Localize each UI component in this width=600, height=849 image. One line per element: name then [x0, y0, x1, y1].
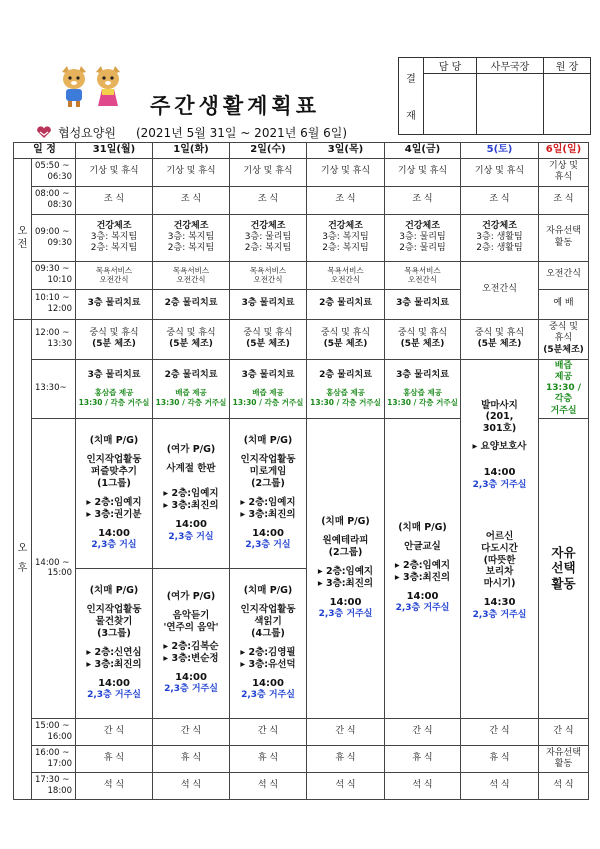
col-schedule: 일 정: [14, 143, 76, 159]
tue-exercise: 건강체조 3층: 복지팀 2층: 복지팀: [153, 214, 230, 261]
col-fri: 4일(금): [385, 143, 461, 159]
thu-rest: 휴 식: [307, 745, 385, 772]
wed-program-1: (치매 P/G) 인지작업활동 미로게임 (2그룹) ▸ 2층:임예지 ▸ 3층:최진의 14:00 2,3층 거실: [230, 418, 307, 568]
col-wed: 2일(수): [230, 143, 307, 159]
tue-afternoon-pt: 2층 물리치료 배즙 제공 13:30 / 각층 거주실: [153, 359, 230, 418]
sun-free: 자유선택 활동: [539, 214, 589, 261]
sun-dinner: 석 식: [539, 772, 589, 799]
approval-sign-2: [477, 74, 544, 135]
row-breakfast: [14, 186, 589, 214]
thu-dinner: 석 식: [307, 772, 385, 799]
subheader: [36, 124, 347, 141]
tue-snack: 간 식: [153, 718, 230, 745]
mon-lunch: 중식 및 휴식 (5분 체조): [76, 319, 153, 359]
fri-wake: 기상 및 휴식: [385, 158, 461, 186]
fri-program: (치매 P/G) 안글교실 ▸ 2층:임예지 ▸ 3층:최진의 14:00 2,3층 거주실: [385, 418, 461, 718]
thu-exercise: 건강체조 3층: 복지팀 2층: 복지팀: [307, 214, 385, 261]
col-mon: 31일(월): [76, 143, 153, 159]
section-pm: 오 후: [14, 319, 32, 799]
col-thu: 3일(목): [307, 143, 385, 159]
thu-program: (치매 P/G) 원예테라피 (2그룹) ▸ 2층:임예지 ▸ 3층:최진의 14:00 2,3층 거주실: [307, 418, 385, 718]
fri-snack: 간 식: [385, 718, 461, 745]
fri-rest: 휴 식: [385, 745, 461, 772]
mon-bath: 목욕서비스 오전간식: [76, 261, 153, 289]
wed-dinner: 석 식: [230, 772, 307, 799]
mon-pt: 3층 물리치료: [76, 289, 153, 319]
section-am: 오 전: [14, 158, 32, 319]
approval-role-1: 담 당: [424, 58, 477, 74]
time-wake: 05:50 ~ 06:30: [32, 158, 76, 186]
wed-wake: 기상 및 휴식: [230, 158, 307, 186]
thu-lunch: 중식 및 휴식 (5분 체조): [307, 319, 385, 359]
fri-breakfast: 조 식: [385, 186, 461, 214]
wed-rest: 휴 식: [230, 745, 307, 772]
approval-label: 결 재: [399, 58, 424, 135]
mon-dinner: 석 식: [76, 772, 153, 799]
sun-lunch: 중식 및 휴식 (5분체조): [539, 319, 589, 359]
mon-breakfast: 조 식: [76, 186, 153, 214]
sun-wake: 기상 및 휴식: [539, 158, 589, 186]
sat-program: 발마사지 (201, 301호) ▸ 요양보호사 14:00 2,3층 거주실 어르신 다도시간 (따뜻한 보리차 마시기) 14:30 2,3층 거주실: [461, 359, 539, 718]
heart-icon: [36, 126, 52, 139]
sat-am-snack: 오전간식: [461, 261, 539, 319]
row-wake: [14, 158, 589, 186]
sun-breakfast: 조 식: [539, 186, 589, 214]
header-row: [14, 143, 589, 159]
thu-snack: 간 식: [307, 718, 385, 745]
time-snack: 15:00 ~ 16:00: [32, 718, 76, 745]
col-sun: 6일(일): [539, 143, 589, 159]
mon-program-1: (치매 P/G) 인지작업활동 퍼즐맞추기 (1그룹) ▸ 2층:임예지 ▸ 3층:권기분 14:00 2,3층 거실: [76, 418, 153, 568]
sat-wake: 기상 및 휴식: [461, 158, 539, 186]
approval-box: [398, 57, 591, 135]
thu-pt: 2층 물리치료: [307, 289, 385, 319]
approval-sign-1: [424, 74, 477, 135]
facility-name: 협성요양원: [58, 126, 116, 140]
wed-breakfast: 조 식: [230, 186, 307, 214]
sun-drink: 배즙 제공 13:30 / 각층 거주실: [539, 359, 589, 418]
wed-afternoon-pt: 3층 물리치료 배즙 제공 13:30 / 각층 거주실: [230, 359, 307, 418]
tue-rest: 휴 식: [153, 745, 230, 772]
tue-bath: 목욕서비스 오전간식: [153, 261, 230, 289]
tue-program-2: (여가 P/G) 음악듣기 '연주의 음악' ▸ 2층:김복순 ▸ 3층:변순정 14:00 2,3층 거주실: [153, 568, 230, 718]
time-dinner: 17:30 ~ 18:00: [32, 772, 76, 799]
thu-afternoon-pt: 2층 물리치료 홍삼즙 제공 13:30 / 각층 거주실: [307, 359, 385, 418]
wed-lunch: 중식 및 휴식 (5분 체조): [230, 319, 307, 359]
fri-lunch: 중식 및 휴식 (5분 체조): [385, 319, 461, 359]
mon-snack: 간 식: [76, 718, 153, 745]
page-title: 주간생활계획표: [150, 94, 321, 118]
sun-program: 자유 선택 활동: [539, 418, 589, 718]
mon-afternoon-pt: 3층 물리치료 홍삼즙 제공 13:30 / 각층 거주실: [76, 359, 153, 418]
fri-bath: 목욕서비스 오전간식: [385, 261, 461, 289]
fri-afternoon-pt: 3층 물리치료 홍삼즙 제공 13:30 / 각층 거주실: [385, 359, 461, 418]
sat-exercise: 건강체조 3층: 생활팀 2층: 생활팀: [461, 214, 539, 261]
thu-breakfast: 조 식: [307, 186, 385, 214]
row-snack: [14, 718, 589, 745]
row-dinner: [14, 772, 589, 799]
fri-exercise: 건강체조 3층: 물리팀 2층: 물리팀: [385, 214, 461, 261]
time-exercise: 09:00 ~ 09:30: [32, 214, 76, 261]
mon-wake: 기상 및 휴식: [76, 158, 153, 186]
sun-worship: 예 배: [539, 289, 589, 319]
wed-bath: 목욕서비스 오전간식: [230, 261, 307, 289]
row-rest: [14, 745, 589, 772]
mascot-right-icon: [92, 66, 124, 108]
row-lunch: [14, 319, 589, 359]
fri-dinner: 석 식: [385, 772, 461, 799]
time-afternoon-pt: 13:30~: [32, 359, 76, 418]
time-pt: 10:10 ~ 12:00: [32, 289, 76, 319]
row-afternoon-pt: [14, 359, 589, 418]
tue-lunch: 중식 및 휴식 (5분 체조): [153, 319, 230, 359]
sat-snack: 간 식: [461, 718, 539, 745]
time-breakfast: 08:00 ~ 08:30: [32, 186, 76, 214]
tue-dinner: 석 식: [153, 772, 230, 799]
mon-rest: 휴 식: [76, 745, 153, 772]
tue-wake: 기상 및 휴식: [153, 158, 230, 186]
fri-pt: 3층 물리치료: [385, 289, 461, 319]
wed-exercise: 건강체조 3층: 물리팀 2층: 복지팀: [230, 214, 307, 261]
time-rest: 16:00 ~ 17:00: [32, 745, 76, 772]
row-exercise: [14, 214, 589, 261]
approval-role-2: 사무국장: [477, 58, 544, 74]
sat-dinner: 석 식: [461, 772, 539, 799]
sat-breakfast: 조 식: [461, 186, 539, 214]
col-tue: 1일(화): [153, 143, 230, 159]
col-sat: 5(토): [461, 143, 539, 159]
sat-rest: 휴 식: [461, 745, 539, 772]
approval-role-3: 원 장: [544, 58, 591, 74]
sun-am-snack: 오전간식: [539, 261, 589, 289]
time-lunch: 12:00 ~ 13:30: [32, 319, 76, 359]
wed-pt: 3층 물리치료: [230, 289, 307, 319]
tue-program-1: (여가 P/G) 사계절 한판 ▸ 2층:임예지 ▸ 3층:최진의 14:00 2,3층 거실: [153, 418, 230, 568]
tue-pt: 2층 물리치료: [153, 289, 230, 319]
time-bath: 09:30 ~ 10:10: [32, 261, 76, 289]
thu-wake: 기상 및 휴식: [307, 158, 385, 186]
mon-exercise: 건강체조 3층: 복지팀 2층: 복지팀: [76, 214, 153, 261]
thu-bath: 목욕서비스 오전간식: [307, 261, 385, 289]
wed-program-2: (치매 P/G) 인지작업활동 색읽기 (4그룹) ▸ 2층:김영필 ▸ 3층:유선덕 14:00 2,3층 거주실: [230, 568, 307, 718]
mon-program-2: (치매 P/G) 인지작업활동 물건찾기 (3그룹) ▸ 2층:신연심 ▸ 3층:최진의 14:00 2,3층 거주실: [76, 568, 153, 718]
schedule-table: [13, 142, 589, 800]
approval-sign-3: [544, 74, 591, 135]
sat-lunch: 중식 및 휴식 (5분 체조): [461, 319, 539, 359]
row-bath: [14, 261, 589, 289]
period-range: (2021년 5월 31일 ~ 2021년 6월 6일): [135, 126, 348, 140]
tue-breakfast: 조 식: [153, 186, 230, 214]
mascot-left-icon: [58, 66, 90, 108]
wed-snack: 간 식: [230, 718, 307, 745]
sun-rest: 자유선택 활동: [539, 745, 589, 772]
time-program: 14:00 ~ 15:00: [32, 418, 76, 718]
sun-snack: 간 식: [539, 718, 589, 745]
